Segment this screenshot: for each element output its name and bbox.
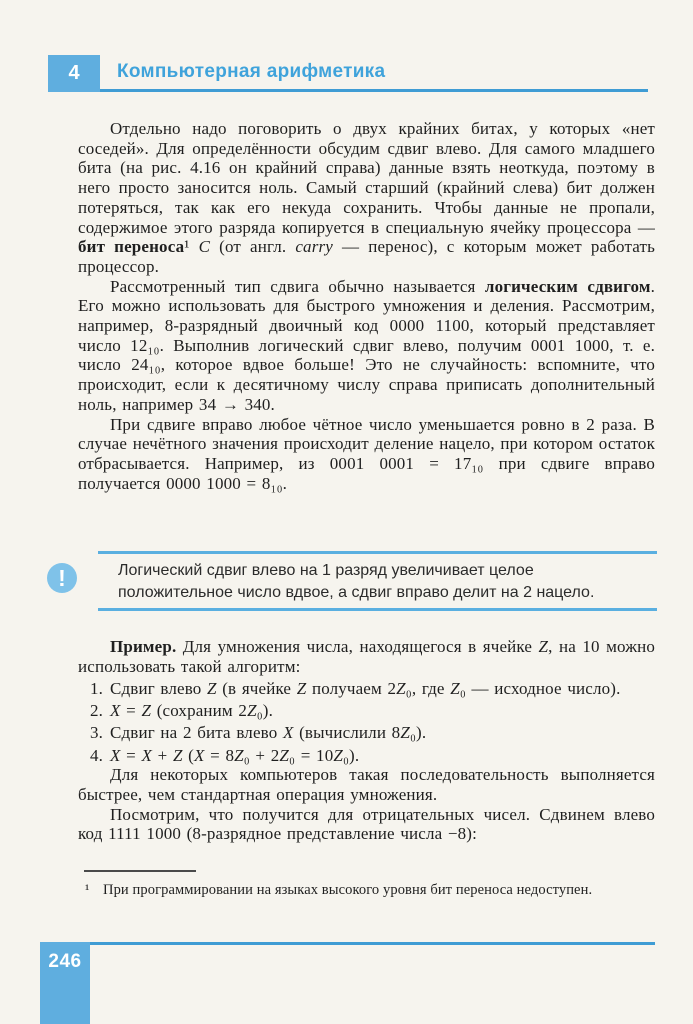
exclamation-icon: ! [47, 563, 77, 593]
step-number: 1. [90, 678, 104, 698]
footnote-marker: ¹ [85, 882, 90, 898]
paragraph-logical-shift: Рассмотренный тип сдвига обычно называется логическим сдвигом. Его можно использовать для быстрого умножения и деления. Рассмотрим, например, 8-разрядный двоичный код 0000 1100, который представляет число 12₁₀. Выполнив логический сдвиг влево, получим 0001 1000, т. е. число 24₁₀, которое вдвое больше! Это не случайность: вспомните, что происходит, если к десятичному числу справа приписать дополнительный ноль, например 34 → 340. [78, 276, 656, 414]
algorithm-step-1 [78, 679, 655, 699]
callout-text: Логический сдвиг влево на 1 разряд увеличивает целое положительное число вдвое, а сдвиг вправо делит на 2 нацело. [118, 562, 595, 601]
page-number-box [40, 942, 90, 1024]
algorithm-list [78, 679, 655, 765]
step-text: Сдвиг влево Z (в ячейке Z получаем 2Z₀, где Z₀ — исходное число). [110, 678, 621, 698]
step-number: 3. [90, 723, 104, 743]
paragraph-negative-numbers: Посмотрим, что получится для отрицательных чисел. Сдвинем влево код 1111 1000 (8-разрядное представление числа −8): [78, 804, 655, 844]
paragraph-sequence-speed: Для некоторых компьютеров такая последовательность выполняется быстрее, чем стандартная операция умножения. [78, 765, 655, 804]
step-text: Сдвиг на 2 бита влево X (вычислили 8Z₀). [110, 723, 427, 743]
footer-rule [90, 942, 655, 945]
algorithm-step-2 [78, 701, 655, 721]
paragraph-right-shift: При сдвиге вправо любое чётное число уменьшается ровно в 2 раза. В случае нечётного значения происходит деление нацело, при котором остаток отбрасывается. Например, из 0001 0001 = 17₁₀ при сдвиге вправо получается 0000 1000 = 8₁₀. [78, 414, 655, 493]
step-number: 2. [90, 701, 104, 721]
chapter-number: 4 [68, 62, 80, 84]
body-text-top [78, 119, 655, 493]
paragraph-example: Пример. Для умножения числа, находящегося в ячейке Z, на 10 можно использовать такой алгоритм: [78, 637, 655, 676]
step-text: X = Z (сохраним 2Z₀). [110, 701, 273, 721]
step-number: 4. [90, 745, 104, 765]
header-rule [100, 89, 648, 92]
algorithm-step-3 [78, 723, 655, 743]
chapter-number-box [48, 55, 100, 92]
algorithm-step-4 [78, 746, 655, 766]
step-text: X = X + Z (X = 8Z₀ + 2Z₀ = 10Z₀). [110, 745, 360, 765]
paragraph-edge-bits: Отдельно надо поговорить о двух крайних битах, у которых «нет соседей». Для определённости обсудим сдвиг влево. Для самого младшего бита (на рис. 4.16 он крайний справа) данные взять неоткуда, поэтому в него просто заносится ноль. Самый старший (крайний слева) бит должен потеряться, так как его некуда сохранить. Чтобы данные не пропали, содержимое этого разряда копируется в специальную ячейку процессора — бит переноса¹ C (от англ. carry — перенос), с которым может работать процессор. [78, 119, 655, 276]
footnote-rule [84, 870, 196, 872]
page-number: 246 [48, 951, 82, 972]
body-text-bottom [78, 637, 655, 844]
footnote [78, 870, 655, 901]
chapter-title: Компьютерная арифметика [117, 61, 386, 82]
footnote-text: ¹ При программировании на языках высокого уровня бит переноса недоступен. [78, 881, 655, 901]
